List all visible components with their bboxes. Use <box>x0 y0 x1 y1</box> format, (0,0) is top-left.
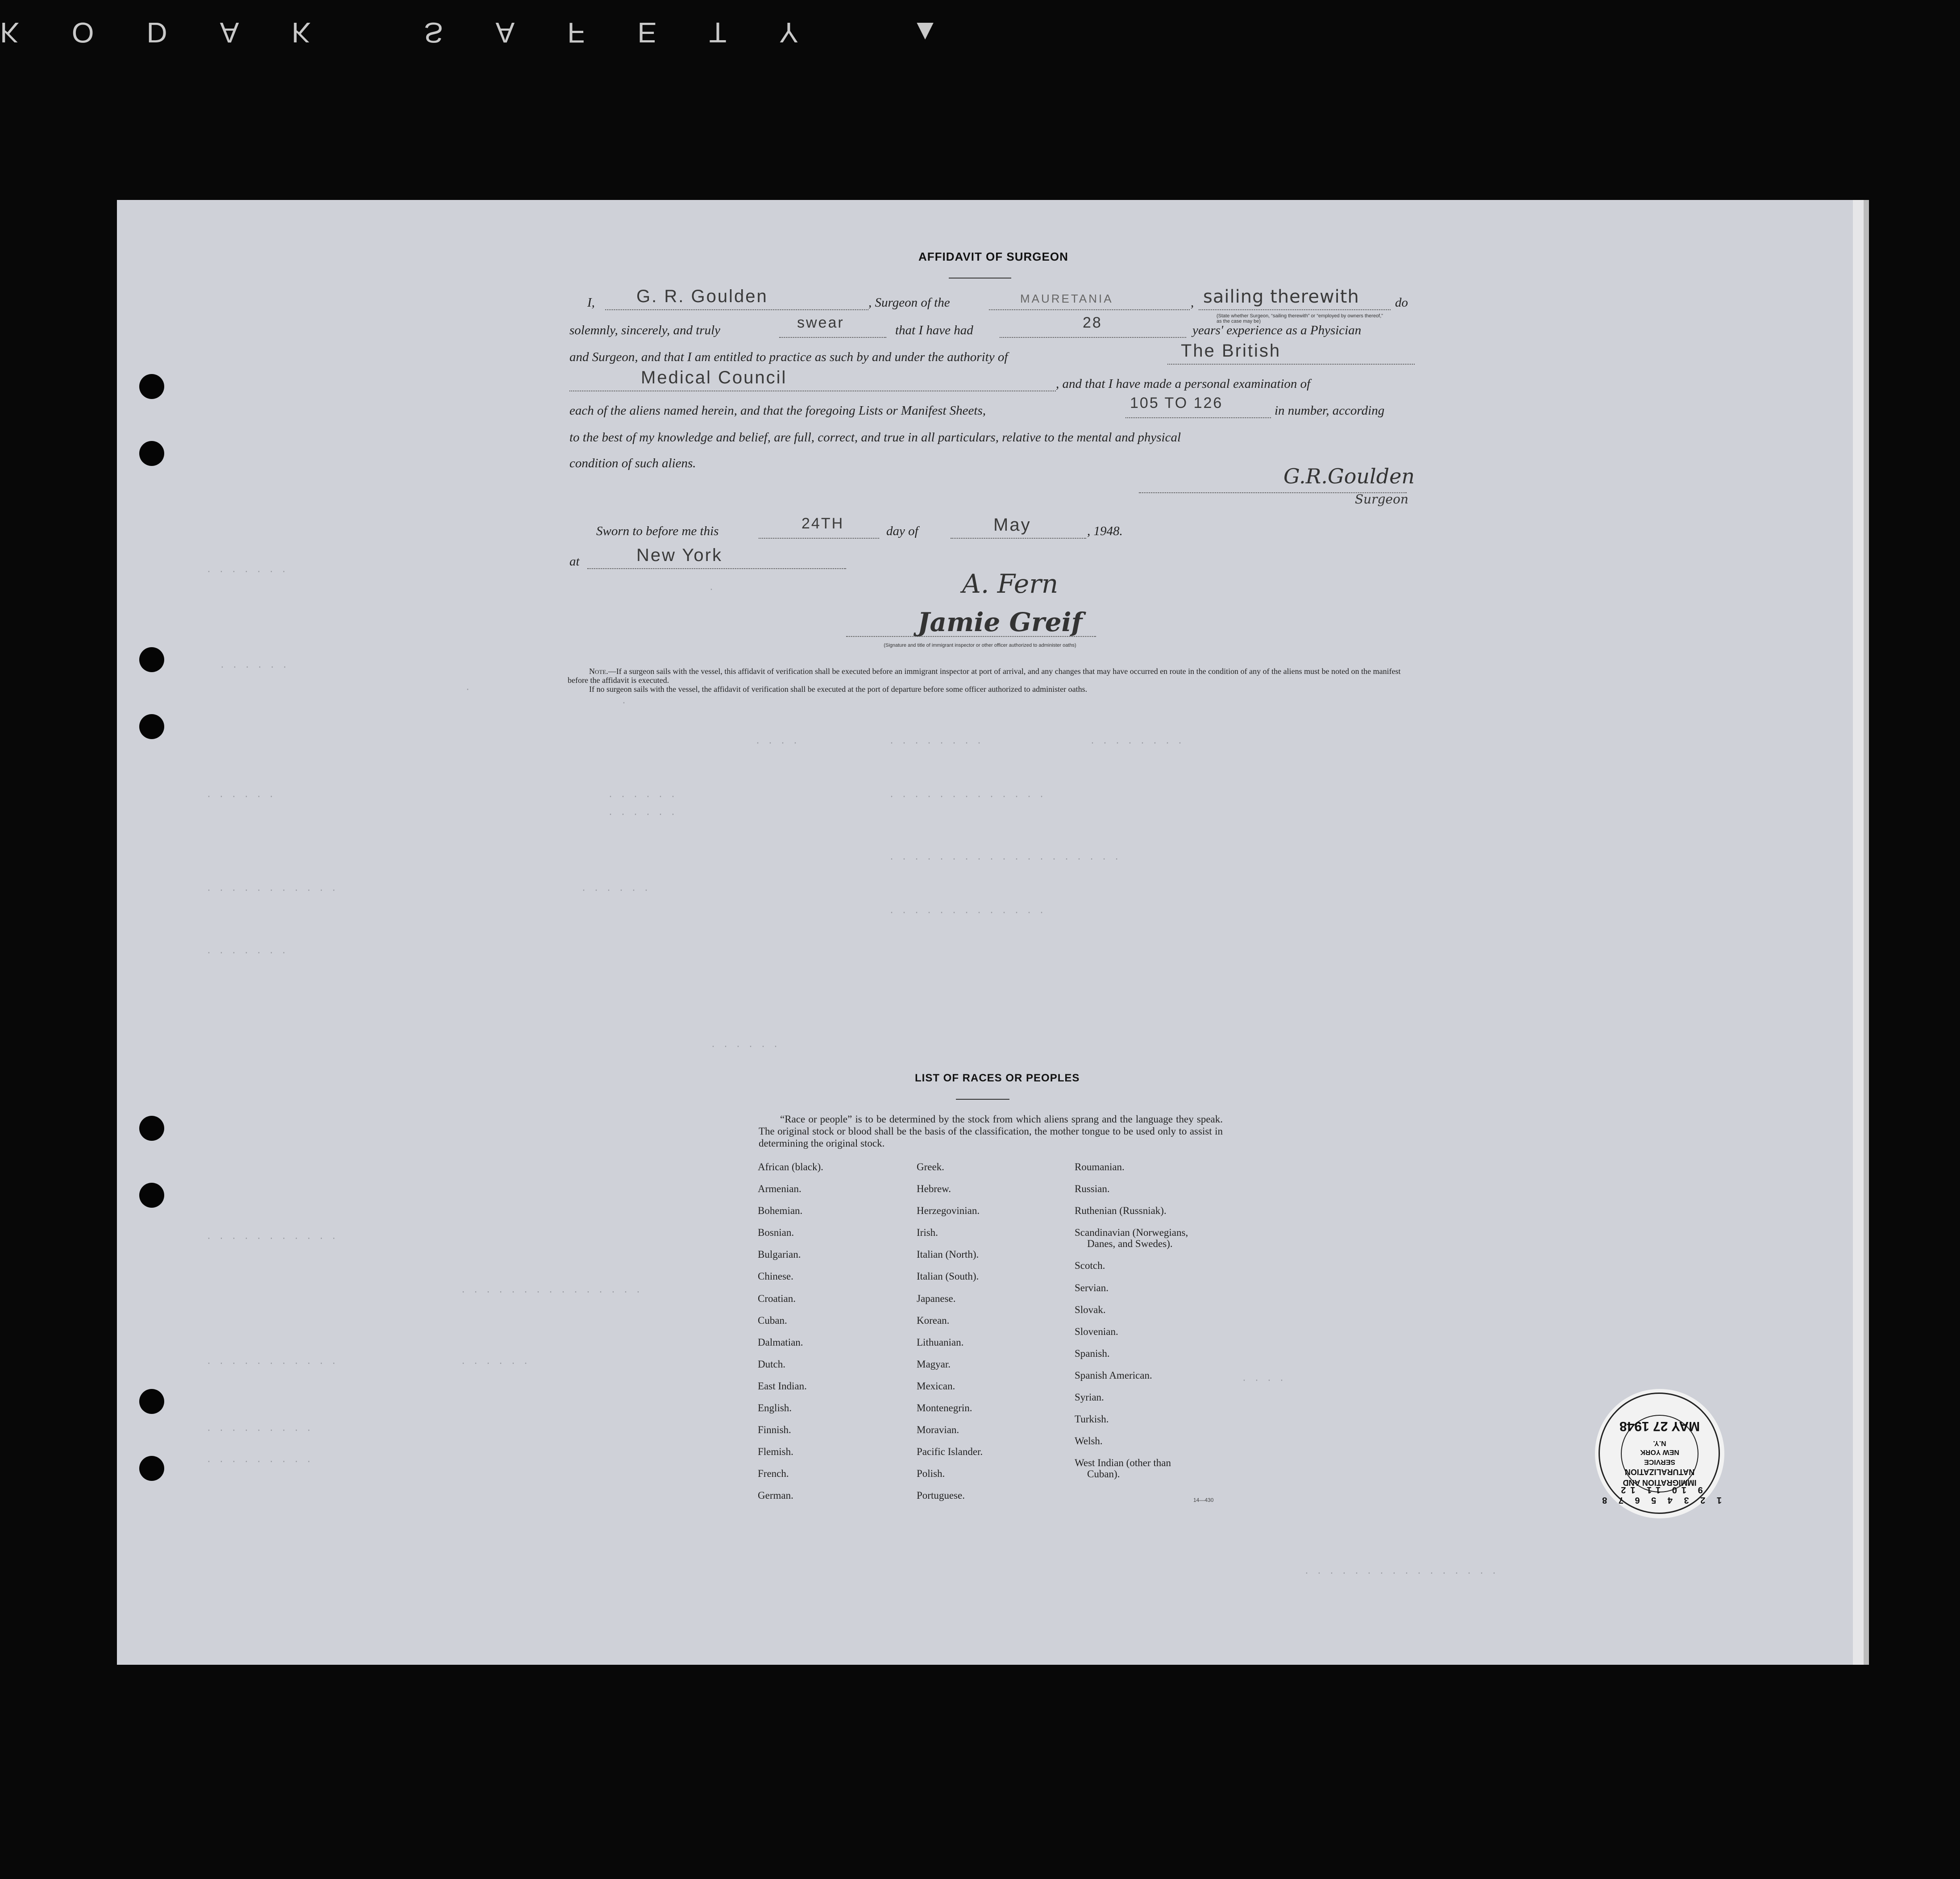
stamp-line2: NATURALIZATION <box>1624 1467 1695 1476</box>
race-item: Japanese. <box>917 1293 956 1304</box>
affidavit-text: Sworn to before me this <box>596 524 719 538</box>
race-item: Mexican. <box>917 1380 955 1392</box>
affidavit-body: I, G. R. Goulden , Surgeon of the MAURETANIA , sailing therewith do (State whether Surgeon, “sailing therewith” or “employed by owners thereof,” as the case may be) solemnly, sincerely, and truly swear that I have had 28 years' experience as a Physician and Surgeon, and that I am entitled to practice as such by and under the authority of The British Medical Council , and that I have made a personal examination of each of the aliens named herein, and that the foregoing Lists or Manifest Sheets, 105 TO 126 in number, according to the best of my knowledge and belief, are full, correct, and true in all particulars, relative to the mental and physical condition of such aliens. G.R.Goulden Surgeon Sworn to before me this 24TH day of May , 1948. at New York A. Fern Jamie Greif (Signature and title of immigrant inspector or other officer authorized to administer oaths) <box>569 287 1415 648</box>
form-number: 14—430 <box>1193 1497 1214 1503</box>
sailing-status-field: sailing therewith <box>1203 287 1359 307</box>
sailing-note: (State whether Surgeon, “sailing therewith” or “employed by owners thereof,” as the case may be) <box>1217 313 1383 324</box>
punch-hole <box>139 1116 164 1141</box>
race-item: English. <box>758 1402 792 1414</box>
affidavit-note <box>568 667 1416 694</box>
surgeon-signature: G.R.Goulden <box>1283 464 1415 488</box>
race-item: Dutch. <box>758 1358 785 1370</box>
race-item: Scandinavian (Norwegians, <box>1075 1227 1188 1239</box>
race-item: Scotch. <box>1075 1260 1105 1272</box>
punch-hole <box>139 1456 164 1481</box>
race-item: Italian (North). <box>917 1249 979 1260</box>
officer-signature-2: Jamie Greif <box>918 607 1083 637</box>
film-edge-text: KODAK SAFETY ▲ <box>0 17 992 49</box>
race-item: Spanish. <box>1075 1347 1110 1359</box>
race-item: Dalmatian. <box>758 1336 803 1348</box>
authority-field-line1: The British <box>1181 341 1281 361</box>
races-intro: “Race or people” is to be determined by the stock from which aliens sprang and the language they speak. The original stock or blood shall be the basis of the classification, the mother tongue to be used only to assist in determining the original stock. <box>759 1114 1223 1149</box>
punch-hole <box>139 1183 164 1208</box>
affidavit-text: condition of such aliens. <box>569 456 696 470</box>
races-title: LIST OF RACES OR PEOPLES <box>915 1072 1080 1084</box>
race-item: Irish. <box>917 1227 938 1239</box>
race-item: Magyar. <box>917 1358 951 1370</box>
years-experience-field: 28 <box>1083 314 1102 331</box>
stamp-line4: NEW YORK <box>1640 1448 1679 1456</box>
punch-hole <box>139 374 164 399</box>
race-item: French. <box>758 1468 789 1480</box>
affidavit-text: at <box>569 554 580 569</box>
race-item: Armenian. <box>758 1183 801 1195</box>
race-item: Pacific Islander. <box>917 1446 983 1458</box>
race-item: Flemish. <box>758 1446 793 1458</box>
race-item: Bohemian. <box>758 1205 803 1217</box>
races-column-1 <box>758 1162 823 1513</box>
punch-hole <box>139 1389 164 1414</box>
surgeon-name-field: G. R. Goulden <box>636 287 768 306</box>
document-page: . . . . . . . . . . . . . . . . . . . . . . . . . . . . . . . . . . . . . . . . . . . . . . . . . . . . . . . . . . . . . . . . . . . . . . . . . . . . . . . . . . . . . . . . . . . . . . . . . . . . . . . . . . . . . . . . . . . . . . . . . . . . . . . . . . . . . . . . . . . . . . . . . . . . . . . . . . . . . . . . . . . . . . . . . . . . . . . . . . . . . . . . . . . . . . . . . . . . . . . . . . . . . . . . . . AFFIDAVIT OF SURGEON I, G. R. Goulden , Surgeon of the MAURETANIA , sailing therewith do (State whether Surgeon, “sailing therewith” or “employed by owners thereof,” as the case may be) solemnly, sincerely, and truly swear that I have had 28 years' experience as a Physician and Surgeon, and that I am entitled to practice as such by and under the authority of The British Medical Council , and that I have made a personal examination of each of the aliens named herein, and that the foregoing Lists or Manifest Sheets, 105 TO 126 in number, according to the best of my knowledge and belief, are full, correct, and true in all particulars, relative to the mental and physical condition of such aliens. G.R.Goulden Surgeon Sworn to before me this 24TH day of May , 1948. at New York A. Fern Jamie Greif (Signature and title of immigrant inspector or other officer authorized to administer oaths) Note.—If a surgeon sails with the vessel, this affidavit of verification shall be executed before an immigrant inspector at port of arrival, and any changes that may have occurred en route in the condition of any of the aliens must be noted on the manifest before the affidavit is executed. If no surgeon sails with the vessel, the affidavit of verification shall be executed at the port of departure before some officer authorized to administer oaths. LIST OF RACES OR PEOPLES “Race or people” is to be determined by the stock from which aliens sprang and the language they speak. The original stock or blood shall be the basis of the classification, the mother tongue to be used only to assist in determining the original stock. African (black). Armenian. Bohemian. Bosnian. Bulgarian. Chinese. Croatian. Cuban. Dalmatian. Dutch. East Indian. English. Finnish. Flemish. French. German. Greek. Hebrew. Herzegovinian. Irish. Italian (North). Italian (South). Japanese. Korean. Lithuanian. Magyar. Mexican. Montenegrin. Moravian. Pacific Islander. Polish. Portuguese. Roumanian. Russian. Ruthenian (Russniak). Scandinavian (Norwegians, Danes, and Swedes). Scotch. Servian. Slovak. Slovenian. Spanish. Spanish American. Syrian. Turkish. Welsh. West Indian (other than Cuban). 14—430 1 2 3 4 5 6 7 8 9 10 11 12 IMMIGRATION AND NATURALIZATION SERVICE NEW YORK N.Y. MAY 27 1948 <box>117 200 1864 1665</box>
race-item: Bosnian. <box>758 1227 794 1239</box>
surgeon-signature-title: Surgeon <box>1355 492 1408 507</box>
race-item: Russian. <box>1075 1183 1110 1195</box>
affidavit-text: , Surgeon of the <box>868 295 950 310</box>
title-rule <box>949 278 1011 279</box>
punch-hole <box>139 441 164 466</box>
affidavit-text: solemnly, sincerely, and truly <box>569 323 721 337</box>
vessel-name-field: MAURETANIA <box>1020 292 1113 305</box>
race-item: Bulgarian. <box>758 1249 801 1260</box>
affidavit-text: to the best of my knowledge and belief, are full, correct, and true in all particulars, relative to the mental and physical <box>569 430 1181 445</box>
race-item: Slovak. <box>1075 1304 1106 1315</box>
races-column-3 <box>1075 1162 1188 1491</box>
race-item: Slovenian. <box>1075 1326 1118 1337</box>
affidavit-text: in number, according <box>1275 403 1385 418</box>
stamp-date: MAY 27 1948 <box>1619 1419 1700 1434</box>
sworn-day-field: 24TH <box>801 515 844 532</box>
authority-field-line2: Medical Council <box>641 368 787 387</box>
race-item: Portuguese. <box>917 1490 965 1501</box>
race-item: Croatian. <box>758 1293 796 1304</box>
oath-word-field: swear <box>797 314 844 331</box>
race-item: West Indian (other than <box>1075 1457 1171 1469</box>
stamp-line3: SERVICE <box>1644 1458 1675 1466</box>
race-item: Turkish. <box>1075 1413 1109 1425</box>
race-item: Greek. <box>917 1161 944 1172</box>
stamp-line1: IMMIGRATION AND <box>1623 1478 1697 1487</box>
affidavit-text: I, <box>587 295 595 310</box>
punch-hole <box>139 714 164 739</box>
stamp-line5: N.Y. <box>1653 1439 1666 1447</box>
note-text-1: —If a surgeon sails with the vessel, this affidavit of verification shall be executed before an immigrant inspector at port of arrival, and any changes that may have occurred en route in the condition of any of the aliens must be noted on the manifest before the affidavit is executed. <box>568 667 1401 685</box>
race-item: Montenegrin. <box>917 1402 972 1414</box>
races-column-2 <box>917 1162 983 1513</box>
affidavit-text: that I have had <box>895 323 973 337</box>
affidavit-text: , 1948. <box>1087 524 1123 538</box>
affidavit-text: each of the aliens named herein, and that the foregoing Lists or Manifest Sheets, <box>569 403 986 418</box>
affidavit-text: , and that I have made a personal examination of <box>1056 377 1311 391</box>
affidavit-title: AFFIDAVIT OF SURGEON <box>918 250 1068 263</box>
race-item: Lithuanian. <box>917 1336 964 1348</box>
race-item: Danes, and Swedes). <box>1087 1238 1173 1250</box>
race-item: Roumanian. <box>1075 1161 1125 1172</box>
race-item: Cuban. <box>758 1314 787 1326</box>
place-field: New York <box>636 545 723 565</box>
note-label: Note. <box>589 667 608 676</box>
officer-caption: (Signature and title of immigrant inspector or other officer authorized to administer oaths) <box>884 643 1076 648</box>
punch-hole <box>139 647 164 672</box>
affidavit-text: day of <box>886 524 918 538</box>
races-title-rule <box>956 1099 1009 1100</box>
stamp-ring-numbers: 1 2 3 4 5 6 7 8 9 10 11 12 <box>1598 1485 1722 1505</box>
race-item: Syrian. <box>1075 1392 1104 1403</box>
race-item: Moravian. <box>917 1424 959 1436</box>
affidavit-text: and Surgeon, and that I am entitled to practice as such by and under the authority of <box>569 350 1008 364</box>
sworn-month-field: May <box>993 515 1031 535</box>
note-text-2: If no surgeon sails with the vessel, the affidavit of verification shall be executed at the port of departure before some officer authorized to administer oaths. <box>589 685 1088 694</box>
race-item: Chinese. <box>758 1271 793 1282</box>
race-item: Korean. <box>917 1314 950 1326</box>
race-item: Servian. <box>1075 1282 1109 1293</box>
manifest-sheets-field: 105 TO 126 <box>1130 395 1223 412</box>
race-item: Herzegovinian. <box>917 1205 980 1217</box>
race-item: Cuban). <box>1087 1468 1120 1480</box>
race-item: Spanish American. <box>1075 1369 1152 1381</box>
race-item: Italian (South). <box>917 1271 979 1282</box>
race-item: Finnish. <box>758 1424 791 1436</box>
race-item: Welsh. <box>1075 1435 1103 1447</box>
affidavit-text: years' experience as a Physician <box>1192 323 1362 337</box>
immigration-stamp <box>1595 1389 1724 1518</box>
race-item: East Indian. <box>758 1380 807 1392</box>
officer-signature-1: A. Fern <box>962 569 1059 599</box>
race-item: German. <box>758 1490 793 1501</box>
race-item: Hebrew. <box>917 1183 951 1195</box>
race-item: Polish. <box>917 1468 945 1480</box>
race-item: Ruthenian (Russniak). <box>1075 1205 1167 1217</box>
affidavit-text: do <box>1395 295 1408 310</box>
race-item: African (black). <box>758 1161 823 1172</box>
